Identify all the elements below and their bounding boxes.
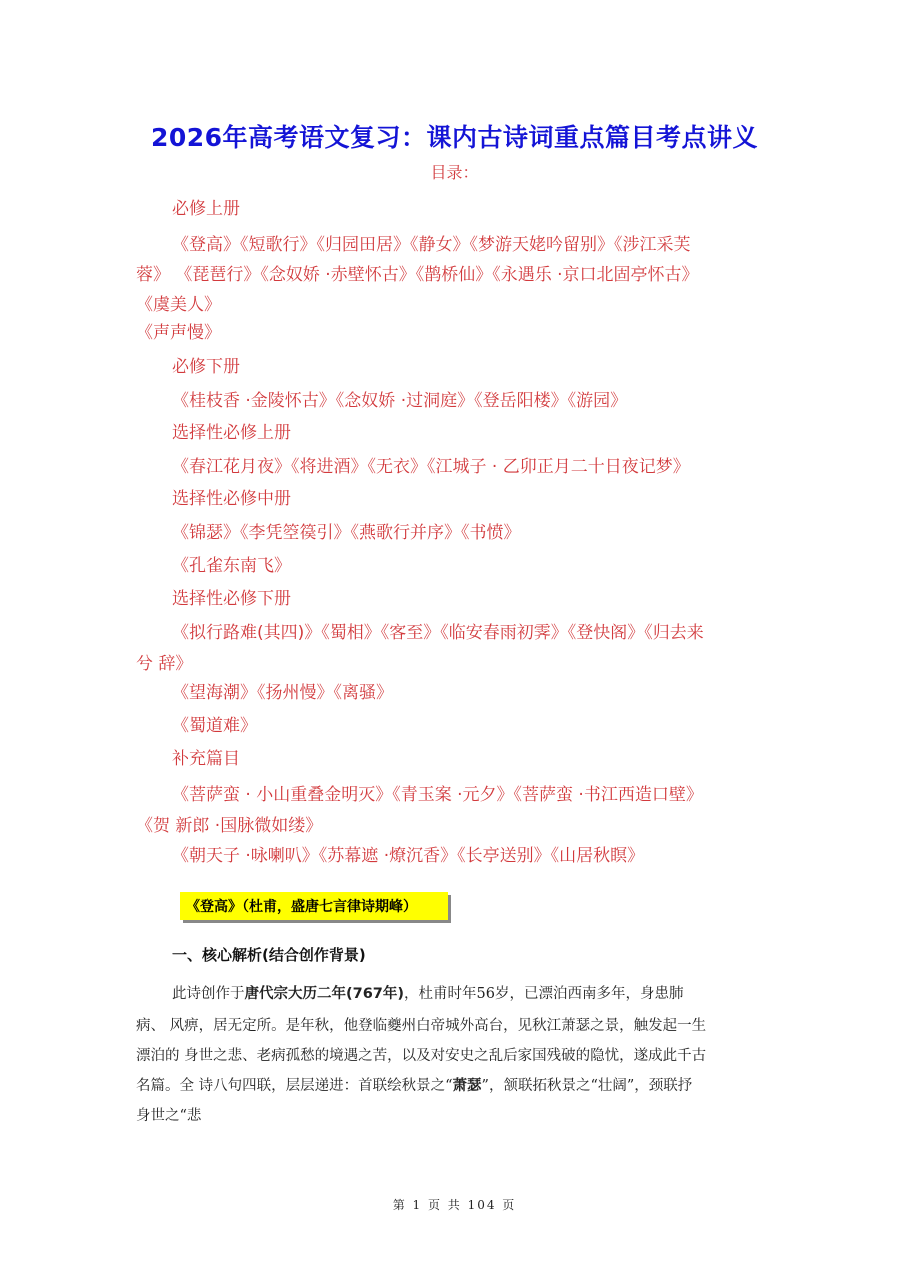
section-heading: 一、核心解析(结合创作背景) [172, 946, 366, 964]
document-title: 2026年高考语文复习：课内古诗词重点篇目考点讲义 [150, 123, 759, 152]
toc-entry-line: 《声声慢》 [136, 323, 221, 343]
toc-heading: 目录： [430, 163, 479, 182]
body-paragraph-line: 名篇。全 诗八句四联，层层递进：首联绘秋景之“萧瑟”，颔联拓秋景之“壮阔”，颈联抒 [136, 1078, 693, 1094]
toc-entry-line: 《孔雀东南飞》 [172, 556, 291, 576]
toc-entry-line: 《锦瑟》《李凭箜篌引》《燕歌行并序》《书愤》 [172, 523, 521, 543]
poem-header-highlight [180, 892, 448, 920]
toc-entry-line: 《登高》《短歌行》《归园田居》《静女》《梦游天姥吟留别》《涉江采芙 [172, 235, 691, 255]
toc-section-label: 选择性必修中册 [172, 489, 291, 509]
toc-entry-line: 《贺 新郎 ·国脉微如缕》 [136, 816, 323, 836]
page-footer: 第 1 页 共 104 页 [392, 1198, 517, 1212]
toc-entry-line: 兮 辞》 [136, 654, 193, 674]
body-paragraph-line: 漂泊的 身世之悲、老病孤愁的境遇之苦，以及对安史之乱后家国残破的隐忧，遂成此千古 [136, 1048, 707, 1064]
toc-entry-line: 蓉》 《琵琶行》《念奴娇 ·赤壁怀古》《鹊桥仙》《永遇乐 ·京口北固亭怀古》 [136, 265, 699, 285]
toc-section-label: 必修下册 [172, 357, 240, 377]
toc-entry-line: 《朝天子 ·咏喇叭》《苏幕遮 ·燎沉香》《长亭送别》《山居秋瞑》 [172, 846, 645, 866]
poem-header: 《登高》（杜甫，盛唐七言律诗期峰） [186, 899, 417, 915]
toc-section-label: 必修上册 [172, 199, 240, 219]
toc-entry-line: 《望海潮》《扬州慢》《离骚》 [172, 683, 393, 703]
toc-entry-line: 《菩萨蛮 · 小山重叠金明灭》《青玉案 ·元夕》《菩萨蛮 ·书江西造口壁》 [172, 785, 703, 805]
body-paragraph-line: 身世之“悲 [136, 1108, 202, 1124]
toc-section-label: 选择性必修上册 [172, 423, 291, 443]
toc-entry-line: 《春江花月夜》《将进酒》《无衣》《江城子 · 乙卯正月二十日夜记梦》 [172, 457, 690, 477]
toc-entry-line: 《蜀道难》 [172, 716, 257, 736]
toc-section-label: 补充篇目 [172, 749, 240, 769]
toc-section-label: 选择性必修下册 [172, 589, 291, 609]
toc-entry-line: 《拟行路难(其四)》《蜀相》《客至》《临安春雨初霁》《登快阁》《归去来 [172, 623, 704, 643]
body-paragraph-line: 此诗创作于唐代宗大历二年(767年)，杜甫时年56岁，已漂泊西南多年，身患肺 [172, 986, 684, 1002]
toc-entry-line: 《桂枝香 ·金陵怀古》《念奴娇 ·过洞庭》《登岳阳楼》《游园》 [172, 391, 628, 411]
body-paragraph-line: 病、 风痹，居无定所。是年秋，他登临夔州白帝城外高台，见秋江萧瑟之景，触发起一生 [136, 1018, 707, 1034]
toc-entry-line: 《虞美人》 [136, 295, 221, 315]
